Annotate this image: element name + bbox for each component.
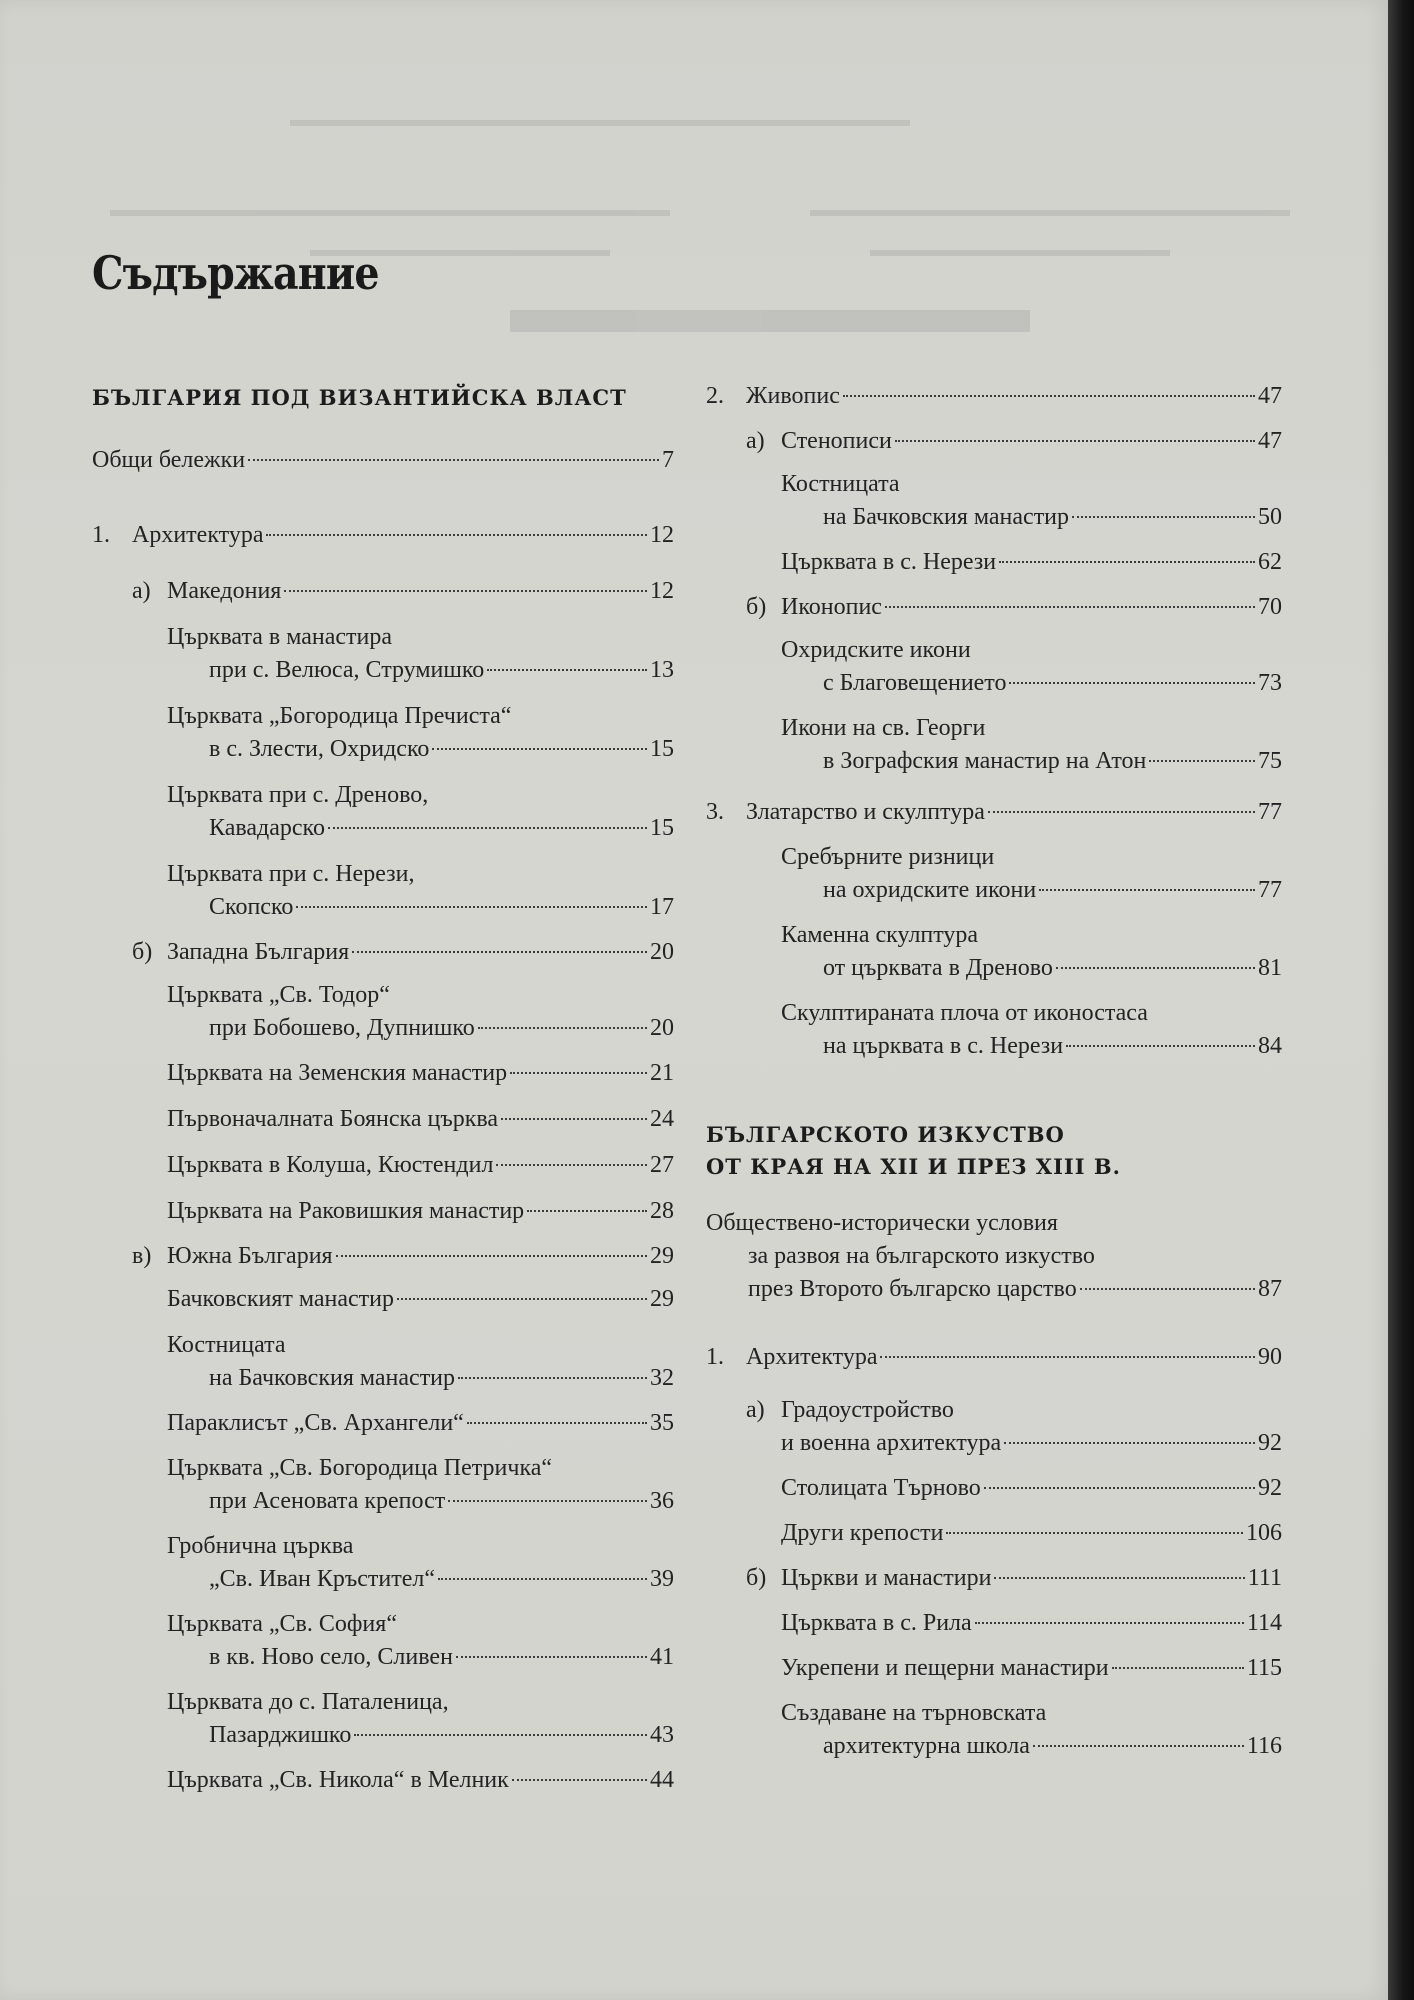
page-number: 90 (1258, 1344, 1282, 1370)
toc-entry[interactable]: Параклисът „Св. Архангели“ 35 (92, 1407, 674, 1440)
toc-entry[interactable]: Други крепости 106 (706, 1517, 1282, 1550)
toc-entry[interactable]: Църквата до с. Паталеница, Пазарджишко 43 (92, 1686, 674, 1752)
page-number: 111 (1247, 1565, 1282, 1591)
page-number: 115 (1246, 1655, 1282, 1681)
toc-entry[interactable]: 2. Живопис 47 (706, 380, 1282, 413)
toc-entry[interactable]: Църквата „Св. Никола“ в Мелник 44 (92, 1764, 674, 1797)
toc-entry[interactable]: Църквата в манастира при с. Велюса, Струмишко 13 (92, 621, 674, 687)
toc-entry[interactable]: а) Стенописи 47 (706, 425, 1282, 458)
toc-entry[interactable]: Каменна скулптура от църквата в Дреново 81 (706, 919, 1282, 985)
toc-entry[interactable]: Църквата на Раковишкия манастир 28 (92, 1195, 674, 1228)
page-number: 47 (1258, 383, 1282, 409)
page-number: 28 (650, 1198, 674, 1224)
page-number: 36 (650, 1488, 674, 1514)
page-number: 44 (650, 1767, 674, 1793)
toc-entry[interactable]: Църквата в Колуша, Кюстендил 27 (92, 1149, 674, 1182)
page-number: 15 (650, 815, 674, 841)
toc-entry[interactable]: Създаване на търновската архитектурна школа 116 (706, 1697, 1282, 1763)
page-number: 114 (1246, 1610, 1282, 1636)
toc-entry[interactable]: 1. Архитектура 90 (706, 1341, 1282, 1374)
page-number: 62 (1258, 549, 1282, 575)
toc-entry[interactable]: 3. Златарство и скулптура 77 (706, 796, 1282, 829)
page-number: 84 (1258, 1033, 1282, 1059)
toc-entry[interactable]: Църквата на Земенския манастир 21 (92, 1057, 674, 1090)
toc-entry[interactable]: 1. Архитектура 12 (92, 519, 674, 552)
toc-entry[interactable]: Костницата на Бачковския манастир 50 (706, 468, 1282, 534)
page-number: 13 (650, 657, 674, 683)
toc-entry[interactable]: Църквата „Св. Богородица Петричка“ при Асеновата крепост 36 (92, 1452, 674, 1518)
bleed-through-text (110, 110, 1290, 370)
page-number: 27 (650, 1152, 674, 1178)
page-number: 87 (1258, 1276, 1282, 1302)
toc-entry[interactable]: Църквата „Св. Тодор“ при Бобошево, Дупнишко 20 (92, 979, 674, 1045)
toc-entry[interactable]: Икони на св. Георги в Зографския манастир на Атон 75 (706, 712, 1282, 778)
section-heading: БЪЛГАРИЯ ПОД ВИЗАНТИЙСКА ВЛАСТ (92, 385, 627, 410)
toc-entry[interactable]: б) Западна България 20 (92, 936, 674, 969)
toc-entry[interactable]: Костницата на Бачковския манастир 32 (92, 1329, 674, 1395)
page-number: 12 (650, 522, 674, 548)
page-number: 24 (650, 1106, 674, 1132)
page-number: 81 (1258, 955, 1282, 981)
page-number: 77 (1258, 799, 1282, 825)
toc-entry[interactable]: Църквата „Св. София“ в кв. Ново село, Сливен 41 (92, 1608, 674, 1674)
toc-entry[interactable]: б) Църкви и манастири 111 (706, 1562, 1282, 1595)
toc-entry[interactable]: а) Градоустройство и военна архитектура 92 (706, 1394, 1282, 1460)
page-number: 116 (1246, 1733, 1282, 1759)
page-number: 70 (1258, 594, 1282, 620)
page-number: 21 (650, 1060, 674, 1086)
page-number: 73 (1258, 670, 1282, 696)
toc-entry[interactable]: в) Южна България 29 (92, 1240, 674, 1273)
toc-entry[interactable]: Обществено-исторически условия за развоя на българското изкуство през Второто българско царство 87 (706, 1207, 1282, 1306)
page-number: 7 (662, 447, 674, 473)
page-number: 15 (650, 736, 674, 762)
page-number: 75 (1258, 748, 1282, 774)
toc-entry[interactable]: Църквата „Богородица Пречиста“ в с. Злести, Охридско 15 (92, 700, 674, 766)
page-number: 92 (1258, 1475, 1282, 1501)
toc-entry[interactable]: Църквата при с. Дреново, Кавадарско 15 (92, 779, 674, 845)
toc-entry[interactable]: Църквата при с. Нерези, Скопско 17 (92, 858, 674, 924)
page-number: 50 (1258, 504, 1282, 530)
page-number: 41 (650, 1644, 674, 1670)
toc-entry[interactable]: а) Македония 12 (92, 575, 674, 608)
toc-entry[interactable]: Сребърните ризници на охридските икони 77 (706, 841, 1282, 907)
toc-entry[interactable]: Църквата в с. Рила 114 (706, 1607, 1282, 1640)
toc-entry[interactable]: Общи бележки 7 (92, 444, 674, 477)
toc-entry[interactable]: Бачковският манастир 29 (92, 1283, 674, 1316)
toc-entry[interactable]: Скулптираната плоча от иконостаса на църквата в с. Нерези 84 (706, 997, 1282, 1063)
toc-entry[interactable]: Столицата Търново 92 (706, 1472, 1282, 1505)
page-number: 12 (650, 578, 674, 604)
page-number: 47 (1258, 428, 1282, 454)
page-number: 17 (650, 894, 674, 920)
page-number: 39 (650, 1566, 674, 1592)
page-number: 32 (650, 1365, 674, 1391)
toc-left-column (92, 382, 674, 1797)
section-heading: БЪЛГАРСКОТО ИЗКУСТВО ОТ КРАЯ НА XII И ПРЕЗ XIII В. (706, 1122, 1121, 1179)
page-number: 20 (650, 1015, 674, 1041)
page-number: 20 (650, 939, 674, 965)
toc-entry[interactable]: Охридските икони с Благовещението 73 (706, 634, 1282, 700)
book-spine-edge (1388, 0, 1414, 2000)
toc-entry[interactable]: Църквата в с. Нерези 62 (706, 546, 1282, 579)
page-number: 35 (650, 1410, 674, 1436)
page-number: 77 (1258, 877, 1282, 903)
toc-entry[interactable]: Гробнична църква „Св. Иван Кръстител“ 39 (92, 1530, 674, 1596)
toc-entry[interactable]: Укрепени и пещерни манастири 115 (706, 1652, 1282, 1685)
toc-right-column (706, 382, 1282, 1763)
page-number: 29 (650, 1243, 674, 1269)
page-title: Съдържание (92, 246, 379, 300)
page-number: 43 (650, 1722, 674, 1748)
page-number: 92 (1258, 1430, 1282, 1456)
toc-entry[interactable]: б) Иконопис 70 (706, 591, 1282, 624)
page-number: 106 (1246, 1520, 1282, 1546)
page-number: 29 (650, 1286, 674, 1312)
toc-entry[interactable]: Първоначалната Боянска църква 24 (92, 1103, 674, 1136)
